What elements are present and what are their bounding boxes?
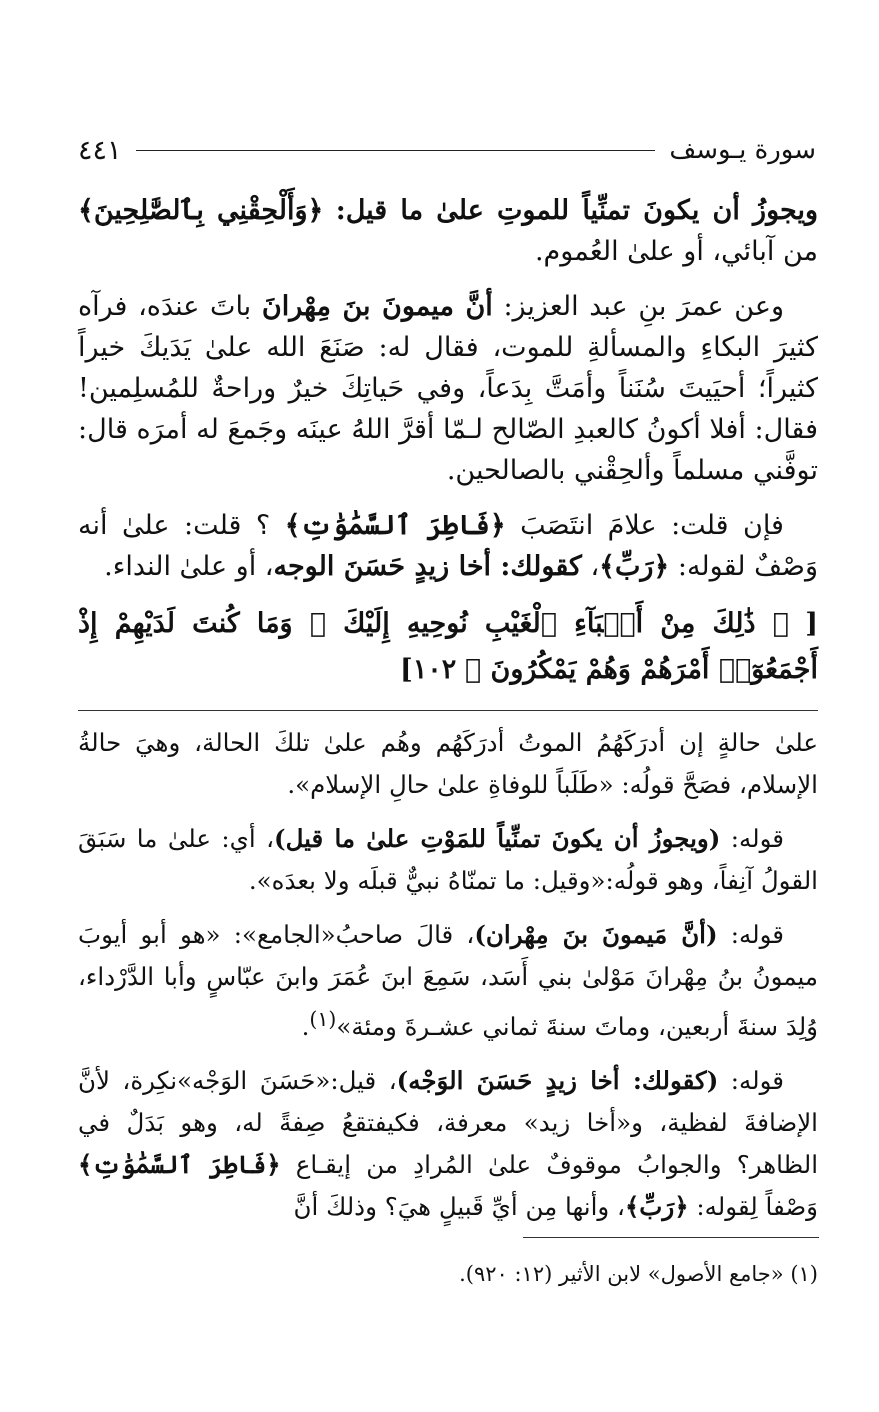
paragraph-text: باتَ عندَه، فرآه كثيرَ البكاءِ والمسألةِ للموت، فقال له: صَنَعَ الله علىٰ يَدَيكَ خيراً كثيراً؛ أحيَيتَ سُنَناً وأمَتَّ بِدَعاً، وفي حَياتِكَ خيرٌ وراحةٌ للمُسلِمين! فقال: أفلا أكونُ كالعبدِ الصّالح لـمّا أقرَّ اللهُ عينَه وجَمعَ له أمرَه قال: توفَّني مسلماً وألحِقْني بالصالحين.: [78, 291, 818, 486]
paragraph-text: .: [301, 1012, 310, 1042]
verse-text: ﴿ ذَٰلِكَ مِنْ أَنۢبَآءِ ٱلْغَيْبِ نُوحِيهِ إِلَيْكَ ۖ وَمَا كُنتَ لَدَيْهِمْ إِذْ أَجْمَعُوٓا۟ أَمْرَهُمْ وَهُمْ يَمْكُرُونَ ﴾: [78, 608, 818, 685]
paragraph-text: ؟ قلت: علىٰ أنه وَصْفٌ لقوله:: [78, 510, 818, 582]
paragraph-text: ، أي: علىٰ ما سَبَقَ القولُ آنِفاً، وهو قولُه:«وقيل: ما تمنّاهُ نبيٌّ قبلَه ولا بعدَه».: [78, 824, 818, 895]
opening-statement: ويجوزُ أن يكونَ تمنِّياً للموتِ علىٰ ما قيل:: [335, 195, 819, 226]
footnote-rule: [523, 1237, 819, 1238]
quran-quote: ﴿فَاطِرَ ٱلسَّمَٰوَٰتِ﴾: [284, 510, 506, 541]
paragraph-text: قوله:: [730, 1066, 784, 1096]
bold-phrase: كقولك: أخا زيدٍ حَسَنَ الوجه: [273, 551, 582, 582]
page-header: [78, 130, 816, 170]
footnote-ref[interactable]: (١): [309, 1007, 337, 1031]
page-number: ٤٤١: [78, 134, 122, 166]
main-paragraph: [78, 190, 818, 272]
paragraph-text: قوله:: [730, 824, 785, 853]
paragraph-text: وَصْفاً لِقوله:: [696, 1192, 818, 1222]
commentary-text: [78, 722, 818, 1240]
footnote-text: (١) «جامع الأصول» لابن الأثير (١٢: ٩٢٠).: [459, 1262, 818, 1286]
paragraph-text: ، قالَ صاحبُ«الجامع»: «هو أبو أيوبَ ميمونُ بنُ مِهْرانَ مَوْلىٰ بني أَسَد، سَمِعَ ابنَ عُمَرَ وابنَ عبّاسٍ وأبا الدَّرْداء، وُلِدَ سنةَ أربعين، وماتَ سنةَ ثماني عشـرةَ ومئة»: [78, 920, 818, 1042]
paragraph-text: فإن قلت: علامَ انتَصَبَ: [520, 510, 784, 541]
quran-quote: ﴿وَأَلْحِقْنِي بِٱلصَّٰلِحِينَ﴾: [78, 195, 324, 226]
commentary-paragraph: [78, 1060, 818, 1228]
running-title: سورة يـوسف: [669, 135, 816, 165]
bold-phrase: (كقولك: أخا زيدٍ حَسَنَ الوَجْه): [396, 1066, 719, 1096]
header-rule: [136, 150, 656, 151]
section-divider: [78, 710, 818, 711]
main-text: [78, 190, 818, 707]
bold-phrase: أنَّ ميمونَ بنَ مِهْرانَ: [261, 291, 493, 322]
paragraph-text: ، أو علىٰ النداء.: [104, 551, 274, 582]
quran-quote: ﴿رَبِّ﴾: [624, 1192, 689, 1222]
commentary-paragraph: [78, 914, 818, 1048]
paragraph-text: من آبائي، أو علىٰ العُموم.: [534, 236, 818, 267]
main-paragraph: [78, 505, 818, 587]
commentary-paragraph: [78, 722, 818, 806]
footnote: [78, 1258, 818, 1290]
quran-quote: ﴿رَبِّ﴾: [599, 551, 670, 582]
paragraph-text: ، وأنها مِن أيِّ قَبيلٍ هيَ؟ وذلكَ أنَّ: [293, 1192, 625, 1222]
bold-phrase: (ويجوزُ أن يكونَ تمنِّياً للمَوْتِ علىٰ ما قيل): [274, 824, 721, 853]
verse-number: ١٠٢]: [400, 654, 457, 685]
paragraph-text: وعن عمرَ بنِ عبد العزيز:: [503, 291, 784, 322]
main-paragraph: [78, 286, 818, 491]
verse-block: [78, 601, 818, 693]
verse-bracket-open: [: [805, 608, 818, 639]
bold-phrase: (أنَّ مَيمونَ بنَ مِهْران): [474, 920, 718, 949]
paragraph-text: ،: [590, 551, 600, 582]
quran-quote: ﴿فَاطِرَ ٱلسَّمَٰوَٰتِ﴾: [78, 1150, 281, 1180]
commentary-paragraph: [78, 818, 818, 902]
paragraph-text: ، قيل:«حَسَنَ الوَجْه»نكِرة، لأنَّ الإضافةَ لفظية، و«أخا زيد» معرفة، فكيفتقعُ صِفةً له، وهو بَدَلٌ في الظاهر؟ والجوابُ موقوفٌ علىٰ المُرادِ من إيقـاع: [78, 1066, 818, 1180]
paragraph-text: علىٰ حالةٍ إن أدرَكَهُمُ الموتُ أدرَكَهُم وهُم علىٰ تلكَ الحالة، وهيَ حالةُ الإسلام، فصَحَّ قولُه: «طَلَباً للوفاةِ علىٰ حالِ الإسلام».: [78, 728, 818, 799]
paragraph-text: قوله:: [730, 920, 784, 949]
